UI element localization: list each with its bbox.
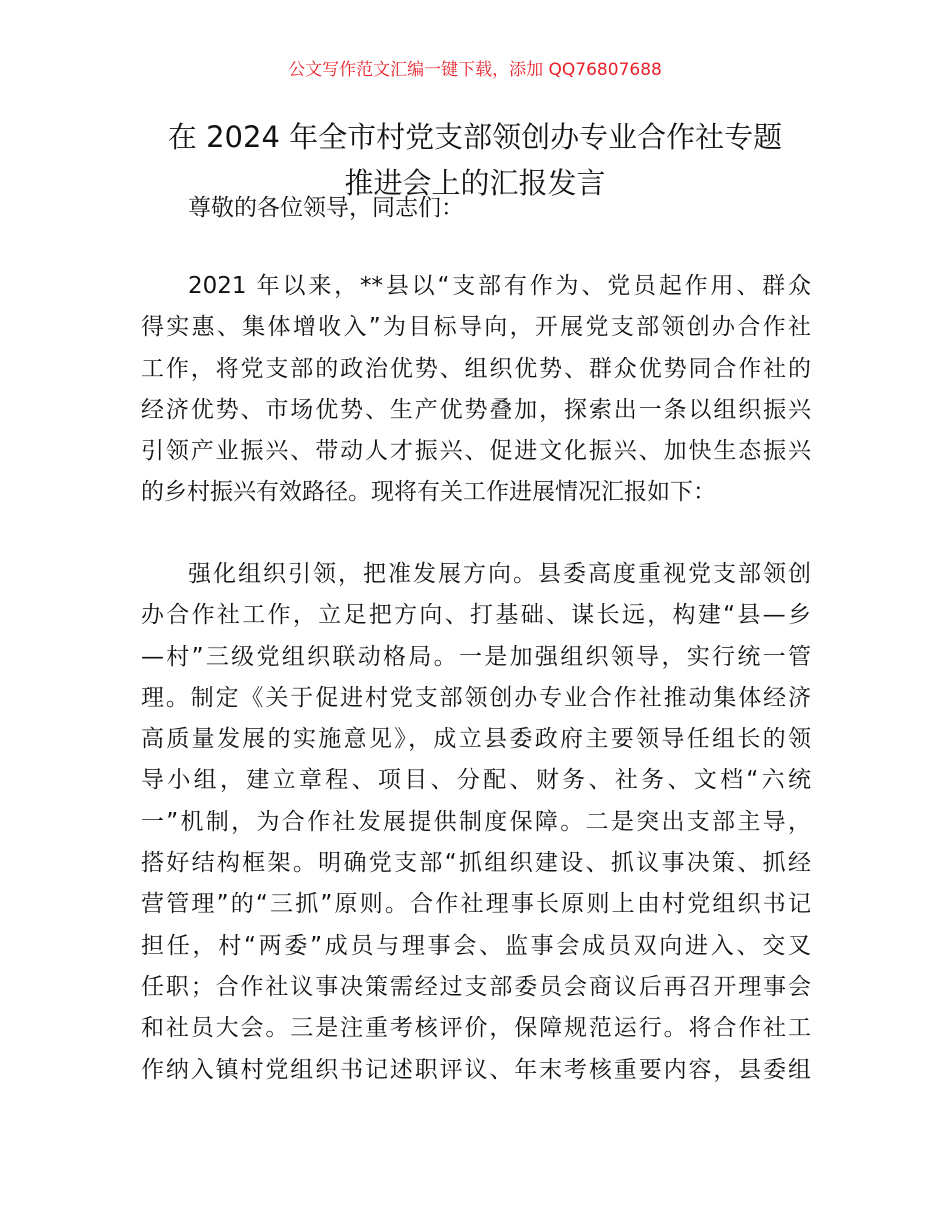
title-line: 在 2024 年全市村党支部领创办专业合作社专题	[167, 120, 783, 154]
paragraph-line: 任职；合作社议事决策需经过支部委员会商议后再召开理事会	[141, 973, 811, 1000]
paragraph-line: 导小组，建立章程、项目、分配、财务、社务、文档“六统	[141, 767, 811, 794]
paragraph-line: 高质量发展的实施意见》，成立县委政府主要领导任组长的领	[141, 726, 811, 753]
title-line: 推进会上的汇报发言	[344, 166, 606, 200]
paragraph-line: 一”机制，为合作社发展提供制度保障。二是突出支部主导，	[141, 808, 811, 835]
paragraph-line: 经济优势、市场优势、生产优势叠加，探索出一条以组织振兴	[141, 396, 811, 423]
paragraph-line: 和社员大会。三是注重考核评价，保障规范运行。将合作社工	[141, 1015, 811, 1042]
paragraph-line: 担任，村“两委”成员与理事会、监事会成员双向进入、交叉	[141, 932, 811, 959]
paragraph-line: 办合作社工作，立足把方向、打基础、谋长远，构建“县—乡	[141, 602, 811, 629]
paragraph-line: 营管理”的“三抓”原则。合作社理事长原则上由村党组织书记	[141, 891, 811, 918]
paragraph-line: 2021 年以来，**县以“支部有作为、党员起作用、群众	[188, 273, 811, 299]
paragraph-line: 强化组织引领，把准发展方向。县委高度重视党支部领创	[188, 561, 811, 587]
salutation: 尊敬的各位领导，同志们：	[188, 195, 464, 221]
paragraph-line: 得实惠、集体增收入”为目标导向，开展党支部领创办合作社	[141, 314, 811, 341]
paragraph-line: —村”三级党组织联动格局。一是加强组织领导，实行统一管	[141, 643, 811, 670]
paragraph-line: 的乡村振兴有效路径。现将有关工作进展情况汇报如下：	[141, 479, 716, 506]
paragraph-line: 搭好结构框架。明确党支部“抓组织建设、抓议事决策、抓经	[141, 850, 811, 877]
paragraph-line: 作纳入镇村党组织书记述职评议、年末考核重要内容，县委组	[141, 1056, 811, 1083]
paragraph-line: 工作，将党支部的政治优势、组织优势、群众优势同合作社的	[141, 355, 811, 382]
paragraph-line: 理。制定《关于促进村党支部领创办专业合作社推动集体经济	[141, 684, 811, 711]
download-banner: 公文写作范文汇编一键下载，添加 QQ76807688	[288, 60, 662, 80]
paragraph-line: 引领产业振兴、带动人才振兴、促进文化振兴、加快生态振兴	[141, 438, 811, 465]
paragraph-organization-leadership	[141, 554, 811, 1091]
paragraph-introduction	[141, 266, 811, 514]
